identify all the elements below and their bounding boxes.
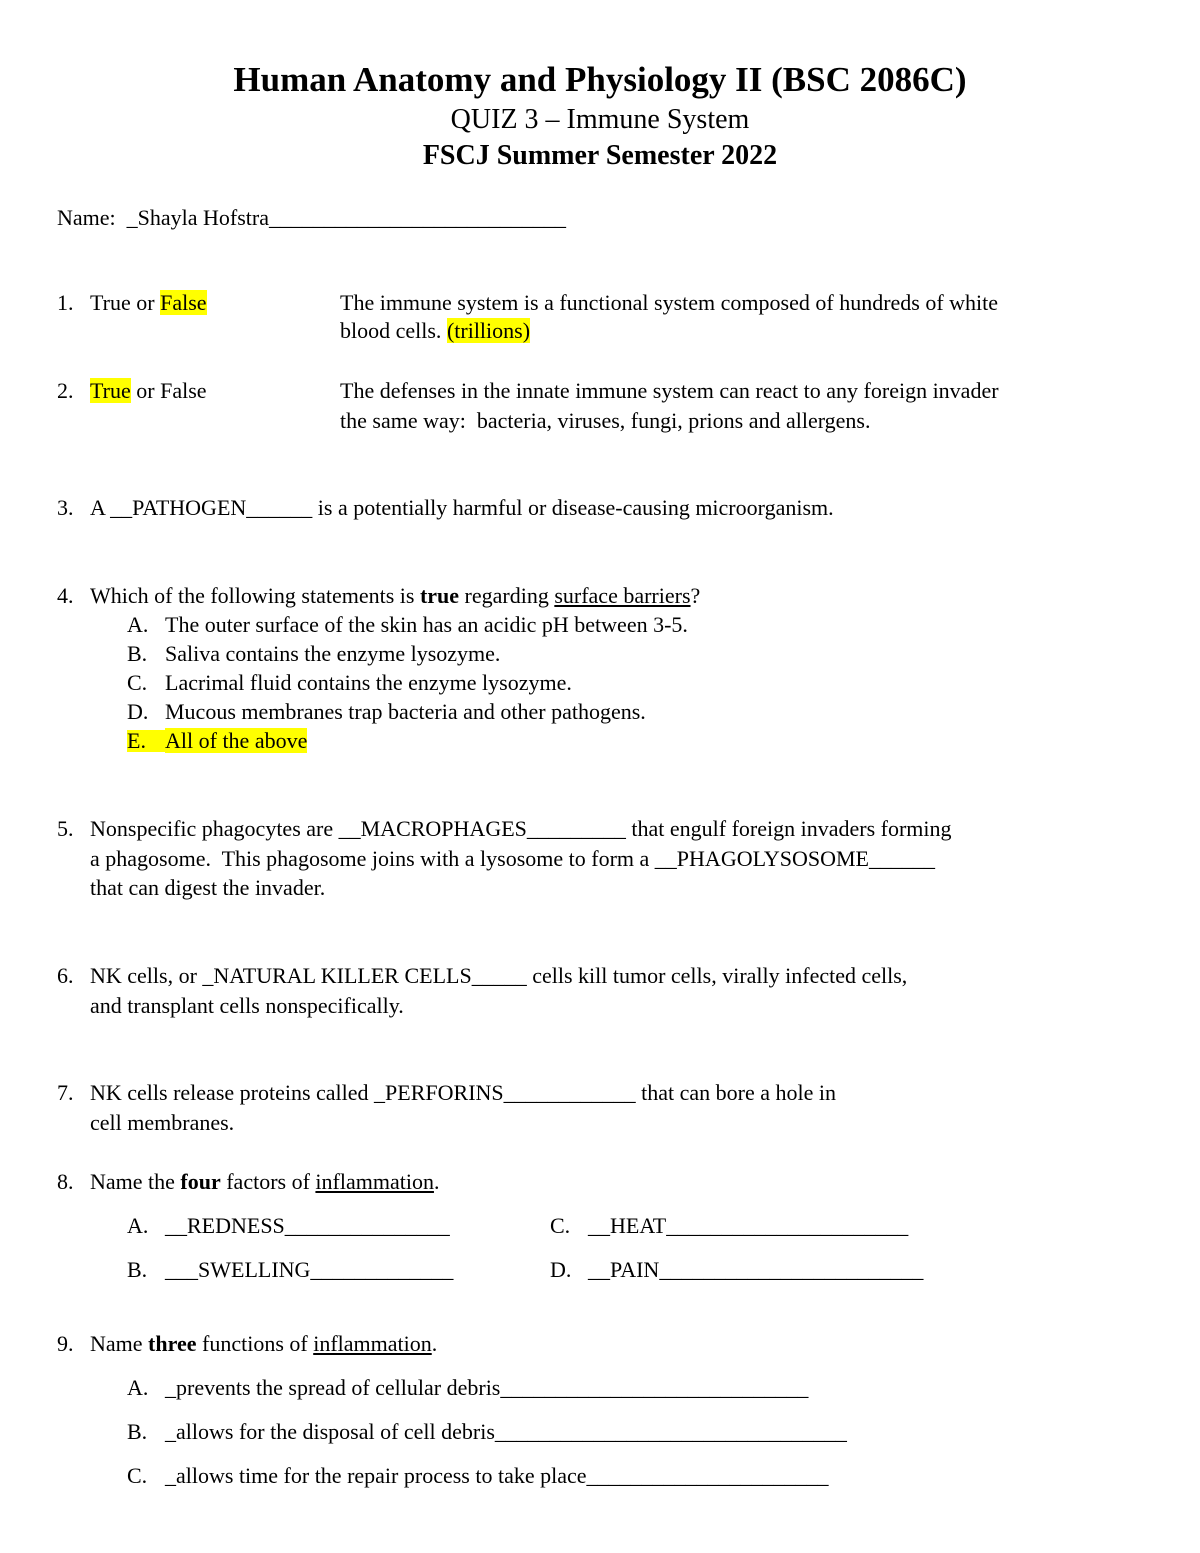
q4-option-letter: C. — [127, 670, 148, 695]
q8-answer-letter: A. — [127, 1213, 149, 1238]
q6-line1: NK cells, or _NATURAL KILLER CELLS_____ cells kill tumor cells, virally infected cells, — [90, 963, 908, 988]
q9-text-mid: functions of — [196, 1331, 314, 1356]
q4-option-letter: E. — [127, 730, 165, 752]
q4-option-c — [127, 672, 572, 694]
q8-number: 8. — [57, 1169, 74, 1194]
q8-text-post: . — [433, 1169, 440, 1194]
student-name-value: _Shayla Hofstra___________________________ — [126, 205, 567, 230]
q4-option-e-highlighted — [127, 730, 307, 752]
q8-answer-d — [550, 1259, 923, 1281]
q4-option-letter: D. — [127, 699, 149, 724]
q1-number: 1. — [57, 290, 74, 315]
q4-option-a — [127, 614, 688, 636]
q8-answer-c — [550, 1215, 908, 1237]
q9-number: 9. — [57, 1331, 74, 1356]
q8-answer-text: __PAIN________________________ — [588, 1257, 924, 1282]
q5-line3: that can digest the invader. — [90, 875, 326, 900]
q4-text-pre: Which of the following statements is — [90, 583, 420, 608]
q4-option-text: Mucous membranes trap bacteria and other pathogens. — [165, 699, 646, 724]
q7-line1: NK cells release proteins called _PERFORINS____________ that can bore a hole in — [90, 1080, 837, 1105]
q2-text-line1: The defenses in the innate immune system can react to any foreign invader — [340, 378, 999, 403]
q5-line2: a phagosome. This phagosome joins with a lysosome to form a __PHAGOLYSOSOME______ — [90, 846, 935, 871]
q8-question — [90, 1171, 439, 1193]
q9-text-bold: three — [148, 1331, 197, 1356]
q8-answer-letter: D. — [550, 1257, 572, 1282]
q9-question — [90, 1333, 437, 1355]
q4-text-mid: regarding — [459, 583, 555, 608]
q1-choice-true: True or — [90, 290, 161, 315]
q8-answer-text: __HEAT______________________ — [588, 1213, 909, 1238]
q2-choices — [90, 380, 207, 402]
q7-number: 7. — [57, 1080, 74, 1105]
q8-answer-text: ___SWELLING_____________ — [165, 1257, 454, 1282]
q4-option-letter: A. — [127, 612, 149, 637]
q3-text: A __PATHOGEN______ is a potentially harmful or disease-causing microorganism. — [90, 495, 834, 520]
q9-answer-letter: B. — [127, 1419, 148, 1444]
quiz-title-suffix: – Immune System — [538, 104, 750, 135]
q6-number: 6. — [57, 963, 74, 988]
q8-answer-text: __REDNESS_______________ — [165, 1213, 450, 1238]
q9-answer-a — [127, 1377, 808, 1399]
q4-option-text: Saliva contains the enzyme lysozyme. — [165, 641, 501, 666]
q4-option-text: The outer surface of the skin has an acidic pH between 3-5. — [165, 612, 688, 637]
quiz-title — [0, 106, 1200, 134]
q5-line1: Nonspecific phagocytes are __MACROPHAGES_________ that engulf foreign invaders forming — [90, 816, 952, 841]
q9-answer-text: _allows time for the repair process to take place______________________ — [165, 1463, 829, 1488]
q9-text-underline: inflammation — [313, 1331, 432, 1356]
q6-line2: and transplant cells nonspecifically. — [90, 993, 404, 1018]
q9-text-pre: Name — [90, 1331, 149, 1356]
q4-text-post: ? — [690, 583, 701, 608]
q8-text-underline: inflammation — [315, 1169, 434, 1194]
q9-answer-b — [127, 1421, 847, 1443]
q9-text-post: . — [431, 1331, 438, 1356]
q4-question — [90, 585, 700, 607]
q7-line2: cell membranes. — [90, 1110, 235, 1135]
q8-answer-letter: B. — [127, 1257, 148, 1282]
q4-option-text: Lacrimal fluid contains the enzyme lysozyme. — [165, 670, 572, 695]
q4-number: 4. — [57, 583, 74, 608]
student-name-row — [57, 207, 566, 229]
q8-text-mid: factors of — [220, 1169, 316, 1194]
q1-text-line2-main: blood cells. — [340, 318, 447, 343]
student-name-label: Name: — [57, 205, 116, 230]
q9-answer-letter: C. — [127, 1463, 148, 1488]
q8-answer-b — [127, 1259, 453, 1281]
q9-answer-text: _prevents the spread of cellular debris____________________________ — [165, 1375, 809, 1400]
q1-text-line2 — [340, 320, 530, 342]
q8-answer-letter: C. — [550, 1213, 571, 1238]
q2-number: 2. — [57, 378, 74, 403]
q5-number: 5. — [57, 816, 74, 841]
q1-note-highlighted: (trillions) — [446, 318, 531, 343]
quiz-title-prefix: QUIZ 3 — [450, 104, 539, 135]
q1-choices — [90, 292, 207, 314]
semester-title: FSCJ Summer Semester 2022 — [422, 140, 778, 171]
q8-answer-a — [127, 1215, 450, 1237]
q4-text-bold: true — [419, 583, 460, 608]
q1-choice-false-highlighted: False — [160, 290, 207, 315]
q2-choice-false: or False — [130, 378, 207, 403]
q1-text-line1: The immune system is a functional system composed of hundreds of white — [340, 290, 999, 315]
q4-option-text: All of the above — [165, 728, 308, 753]
course-title: Human Anatomy and Physiology II (BSC 2086C) — [233, 60, 967, 99]
q3-number: 3. — [57, 495, 74, 520]
q8-text-bold: four — [180, 1169, 221, 1194]
q4-option-d — [127, 701, 646, 723]
q8-text-pre: Name the — [90, 1169, 181, 1194]
q9-answer-letter: A. — [127, 1375, 149, 1400]
q9-answer-text: _allows for the disposal of cell debris________________________________ — [165, 1419, 847, 1444]
q4-text-underline: surface barriers — [554, 583, 691, 608]
q4-option-b — [127, 643, 500, 665]
q9-answer-c — [127, 1465, 829, 1487]
q2-text-line2: the same way: bacteria, viruses, fungi, prions and allergens. — [340, 408, 871, 433]
q4-option-letter: B. — [127, 641, 148, 666]
q2-choice-true-highlighted: True — [90, 378, 131, 403]
